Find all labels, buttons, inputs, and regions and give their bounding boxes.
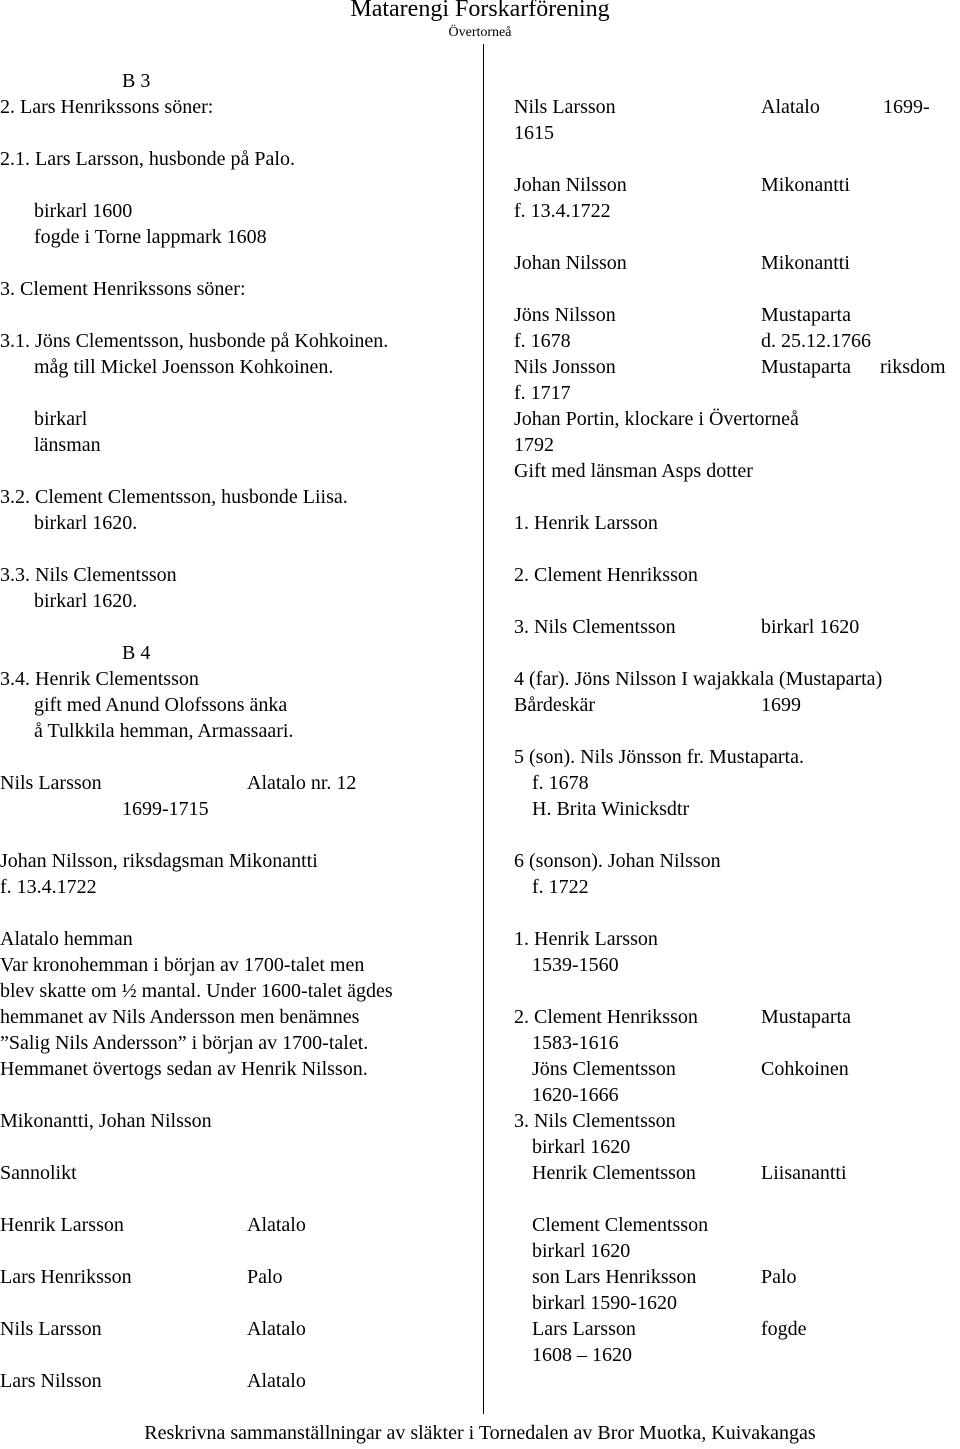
left-text-line: birkarl <box>34 408 88 430</box>
left-text-line: Alatalo hemman <box>0 928 133 950</box>
right-text-line: 1620-1666 <box>532 1084 619 1106</box>
right-text-line: 3. Nils Clementsson <box>514 1110 676 1132</box>
right-text-line: Johan Nilsson <box>514 174 627 196</box>
left-text-line: Palo <box>247 1266 283 1288</box>
left-text-line: birkarl 1600 <box>34 200 133 222</box>
right-text-line: 1. Henrik Larsson <box>514 512 658 534</box>
right-text-line: Bårdeskär <box>514 694 596 716</box>
right-text-line: 3. Nils Clementsson <box>514 616 676 638</box>
left-text-line: Nils Larsson <box>0 1318 102 1340</box>
left-text-line: 3.2. Clement Clementsson, husbonde Liisa. <box>0 486 348 508</box>
right-text-line: Johan Portin, klockare i Övertorneå <box>514 408 799 430</box>
right-text-line: Gift med länsman Asps dotter <box>514 460 753 482</box>
right-text-line: Henrik Clementsson <box>532 1162 696 1184</box>
page-footer: Reskrivna sammanställningar av släkter i Tornedalen av Bror Muotka, Kuivakangas <box>144 1422 816 1444</box>
left-text-line: 2. Lars Henrikssons söner: <box>0 96 214 118</box>
left-text-line: 3.4. Henrik Clementsson <box>0 668 199 690</box>
right-text-line: 1615 <box>514 122 554 144</box>
right-text-line: Mikonantti <box>761 252 850 274</box>
right-text-line: f. 1722 <box>532 876 589 898</box>
left-text-line: Nils Larsson <box>0 772 102 794</box>
right-text-line: 1539-1560 <box>532 954 619 976</box>
right-text-line: f. 1717 <box>514 382 571 404</box>
right-text-line: Jöns Nilsson <box>514 304 616 326</box>
left-text-line: gift med Anund Olofssons änka <box>34 694 288 716</box>
right-text-line: birkarl 1620 <box>761 616 860 638</box>
right-text-line: Nils Jonsson <box>514 356 616 378</box>
right-text-line: son Lars Henriksson <box>532 1266 697 1288</box>
right-text-line: Mikonantti <box>761 174 850 196</box>
right-text-line: 1699 <box>761 694 801 716</box>
left-text-line: B 4 <box>122 642 151 664</box>
left-text-line: Var kronohemman i början av 1700-talet men <box>0 954 365 976</box>
right-text-line: birkarl 1620 <box>532 1240 631 1262</box>
right-text-line: Johan Nilsson <box>514 252 627 274</box>
right-text-line: d. 25.12.1766 <box>761 330 871 352</box>
right-text-line: 4 (far). Jöns Nilsson I wajakkala (Mustaparta) <box>514 668 883 690</box>
left-text-line: blev skatte om ½ mantal. Under 1600-talet ägdes <box>0 980 393 1002</box>
right-text-line: f. 1678 <box>532 772 589 794</box>
right-text-line: 2. Clement Henriksson <box>514 564 698 586</box>
left-text-line: hemmanet av Nils Andersson men benämnes <box>0 1006 360 1028</box>
right-text-line: Lars Larsson <box>532 1318 636 1340</box>
left-text-line: birkarl 1620. <box>34 590 138 612</box>
right-text-line: Mustaparta <box>761 1006 851 1028</box>
left-text-line: 3.1. Jöns Clementsson, husbonde på Kohkoinen. <box>0 330 389 352</box>
left-text-line: Sannolikt <box>0 1162 77 1184</box>
right-text-line: Clement Clementsson <box>532 1214 709 1236</box>
right-text-line: 1583-1616 <box>532 1032 619 1054</box>
left-text-line: ”Salig Nils Andersson” i början av 1700-talet. <box>0 1032 369 1054</box>
left-text-line: 2.1. Lars Larsson, husbonde på Palo. <box>0 148 295 170</box>
left-text-line: fogde i Torne lappmark 1608 <box>34 226 267 248</box>
right-text-line: Mustaparta <box>761 304 851 326</box>
left-text-line: Mikonantti, Johan Nilsson <box>0 1110 212 1132</box>
right-text-line: Palo <box>761 1266 797 1288</box>
left-text-line: Alatalo nr. 12 <box>247 772 357 794</box>
right-text-line: 5 (son). Nils Jönsson fr. Mustaparta. <box>514 746 804 768</box>
right-text-line: 1699- <box>883 96 930 118</box>
right-text-line: Jöns Clementsson <box>532 1058 676 1080</box>
column-divider <box>483 44 484 1414</box>
left-text-line: Johan Nilsson, riksdagsman Mikonantti <box>0 850 318 872</box>
right-text-line: Liisanantti <box>761 1162 847 1184</box>
left-text-line: 3. Clement Henrikssons söner: <box>0 278 246 300</box>
right-text-line: Mustaparta <box>761 356 851 378</box>
right-text-line: 1. Henrik Larsson <box>514 928 658 950</box>
left-text-line: 3.3. Nils Clementsson <box>0 564 177 586</box>
left-text-line: birkarl 1620. <box>34 512 138 534</box>
right-text-line: 1792 <box>514 434 554 456</box>
right-text-line: f. 1678 <box>514 330 571 352</box>
left-text-line: 1699-1715 <box>122 798 209 820</box>
left-text-line: Hemmanet övertogs sedan av Henrik Nilsson. <box>0 1058 368 1080</box>
left-text-line: Alatalo <box>247 1370 306 1392</box>
left-text-line: måg till Mickel Joensson Kohkoinen. <box>34 356 334 378</box>
right-text-line: fogde <box>761 1318 807 1340</box>
left-text-line: Lars Henriksson <box>0 1266 132 1288</box>
left-text-line: B 3 <box>122 70 151 92</box>
page-header-subtitle: Övertorneå <box>448 25 512 40</box>
left-text-line: f. 13.4.1722 <box>0 876 97 898</box>
page-header-title: Matarengi Forskarförening <box>350 0 610 22</box>
right-text-line: 2. Clement Henriksson <box>514 1006 698 1028</box>
left-text-line: Lars Nilsson <box>0 1370 102 1392</box>
left-text-line: länsman <box>34 434 101 456</box>
right-text-line: riksdom <box>880 356 946 378</box>
left-text-line: å Tulkkila hemman, Armassaari. <box>34 720 294 742</box>
right-text-line: Nils Larsson <box>514 96 616 118</box>
left-text-line: Alatalo <box>247 1214 306 1236</box>
right-text-line: f. 13.4.1722 <box>514 200 611 222</box>
left-text-line: Henrik Larsson <box>0 1214 124 1236</box>
right-text-line: Cohkoinen <box>761 1058 849 1080</box>
right-text-line: birkarl 1590-1620 <box>532 1292 677 1314</box>
right-text-line: 6 (sonson). Johan Nilsson <box>514 850 721 872</box>
right-text-line: 1608 – 1620 <box>532 1344 632 1366</box>
right-text-line: Alatalo <box>761 96 820 118</box>
right-text-line: birkarl 1620 <box>532 1136 631 1158</box>
right-text-line: H. Brita Winicksdtr <box>532 798 690 820</box>
left-text-line: Alatalo <box>247 1318 306 1340</box>
